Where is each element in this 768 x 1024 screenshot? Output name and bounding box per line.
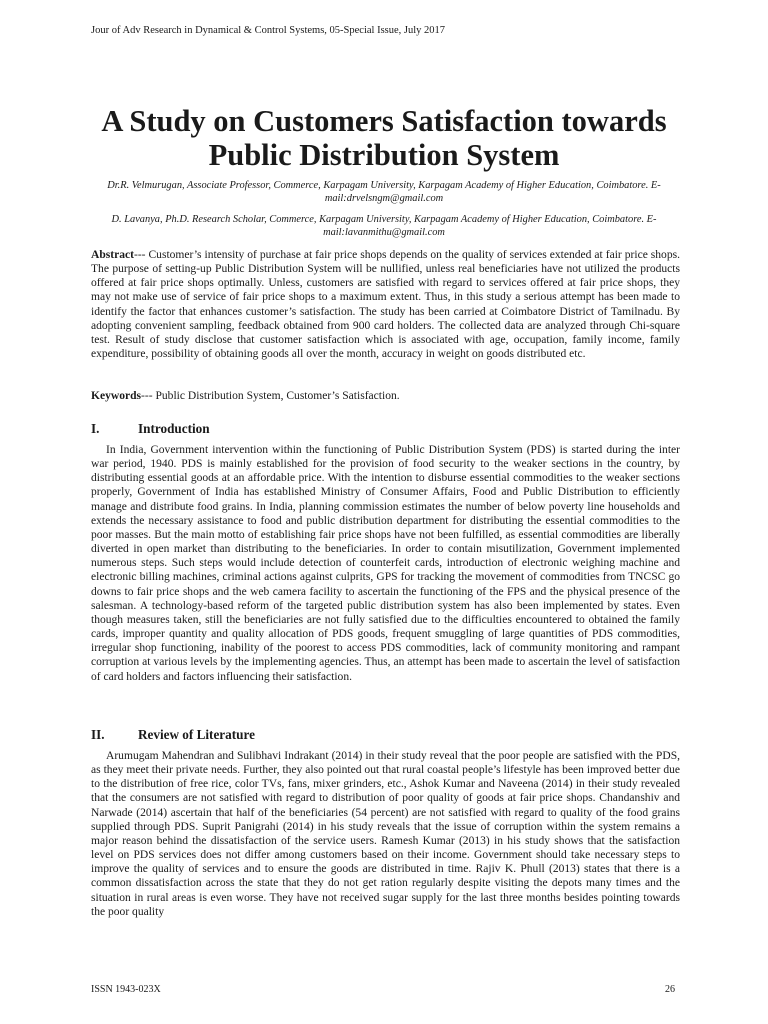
section-number: I. xyxy=(91,421,100,436)
keywords xyxy=(91,389,680,403)
issn-footer: ISSN 1943-023X xyxy=(91,984,161,995)
review-paragraph: Arumugam Mahendran and Sulibhavi Indrakant (2014) in their study reveal that the poor people are satisfied with the PDS, as they meet their private needs. Further, they also pointed out that rural coastal people’s lifestyle has been improved better due to the distribution of free rice, color TVs, fans, mixer grinders, etc., Ashok Kumar and Naveena (2014) in their study revealed that the consumers are not satisfied with regard to distribution of poor quality of goods at fair price shops. Chandanshiv and Narwade (2014) ascertain that half of the beneficiaries (54 percent) are not satisfied with regard to quality of the food grains supplied through PDS. Suprit Panigrahi (2014) in his study reveals that the issue of corruption within the system remains a major reason behind the dissatisfaction of the service users. Ramesh Kumar (2013) in his study shows that the satisfaction level on PDS services does not differ among customers based on their income. Government should take necessary steps to improve the quality of services and to ensure the goods are distributed in time. Rajiv K. Phull (2013) states that there is a common dissatisfaction across the state that they do not get ration regularly despite visiting the depots many times and the situation in rural areas is even worse. They have not received sugar supply for the last three months besides pointing towards the poor quality xyxy=(91,750,680,918)
section-number: II. xyxy=(91,727,105,742)
author-affiliation-1: Dr.R. Velmurugan, Associate Professor, Commerce, Karpagam University, Karpagam Academy of Higher Education, Coimbatore. E-mail:drvelsngm@gmail.com xyxy=(107,180,661,204)
journal-header: Jour of Adv Research in Dynamical & Control Systems, 05-Special Issue, July 2017 xyxy=(91,25,446,36)
author-affiliation-2: D. Lavanya, Ph.D. Research Scholar, Commerce, Karpagam University, Karpagam Academy of Higher Education, Coimbatore. E-mail:lavanmithu@gmail.com xyxy=(111,214,657,238)
keywords-label: Keywords xyxy=(91,390,142,402)
paper-title: A Study on Customers Satisfaction towards Public Distribution System xyxy=(101,104,667,172)
section-title: Introduction xyxy=(138,421,210,436)
introduction-paragraph: In India, Government intervention within the functioning of Public Distribution System (PDS) is started during the inter war period, 1940. PDS is mainly established for the provision of food security to the weaker sections in the country, by distributing essential goods at an affordable price. With the intention to disburse essential commodities to the weaker sections properly, Government of India has established Ministry of Consumer Affairs, Food and Public Distribution to efficiently manage and distribute food grains. In India, planning commission estimates the number of below poverty line households and extends the necessary assistance to food and public distribution department for distributing the essential commodities to the poor masses. But the main motto of establishing fair price shops have not been fulfilled, as essential commodities are liberally diverted in open market than distributing to the beneficiaries. In order to contain misutilization, Government implemented numerous steps. Such steps would include detection of counterfeit cards, introduction of electronic weighing machine and electronic billing machines, criminal actions against culprits, GPS for tracking the movement of commodities from TNCSC go downs to fair price shops and the web camera facility to ascertain the functioning of the FPS and the physical presence of the salesman. A technology-based reform of the targeted public distribution system has also been implemented by states. Even though measures taken, still the beneficiaries are not fully satisfied due to the difficulties encountered to obtained the family cards, improper quantity and quality allocation of PDS goods, frequent smuggling of large quantities of PDS commodities, irregular shop functioning, inability of the poorest to access PDS commodities, lack of community monitoring and rampant corruption at various levels by the implementing agencies. Thus, an attempt has been made to ascertain the level of satisfaction of card holders and factors influencing their satisfaction. xyxy=(91,444,680,683)
page-number: 26 xyxy=(665,984,675,995)
keywords-text: --- Public Distribution System, Customer’s Satisfaction. xyxy=(141,390,400,402)
abstract-text: --- Customer’s intensity of purchase at fair price shops depends on the quality of services extended at fair price shops. The purpose of setting-up Public Distribution System will be nullified, unless real beneficiaries have not utilized the products offered at fair price shops optimally. Unless, customers are satisfied with regard to services offered at fair price shops, they may not make use of service of fair price shops to a maximum extent. Thus, in this study a serious attempt has been made to identify the factor that enhances customer’s satisfaction. The study has been carried at Coimbatore District of Tamilnadu. By adopting convenient sampling, feedback obtained from 900 card holders. The collected data are analyzed through Chi-square test. Result of study disclose that customer satisfaction which is associated with age, occupation, family income, family expenditure, possibility of obtaining goods all over the month, accuracy in weight on goods distributed etc. xyxy=(91,249,680,361)
abstract xyxy=(91,248,680,361)
abstract-label: Abstract xyxy=(91,249,134,261)
section-heading-introduction xyxy=(91,421,210,437)
section-title: Review of Literature xyxy=(138,727,255,742)
section-heading-review xyxy=(91,727,255,743)
